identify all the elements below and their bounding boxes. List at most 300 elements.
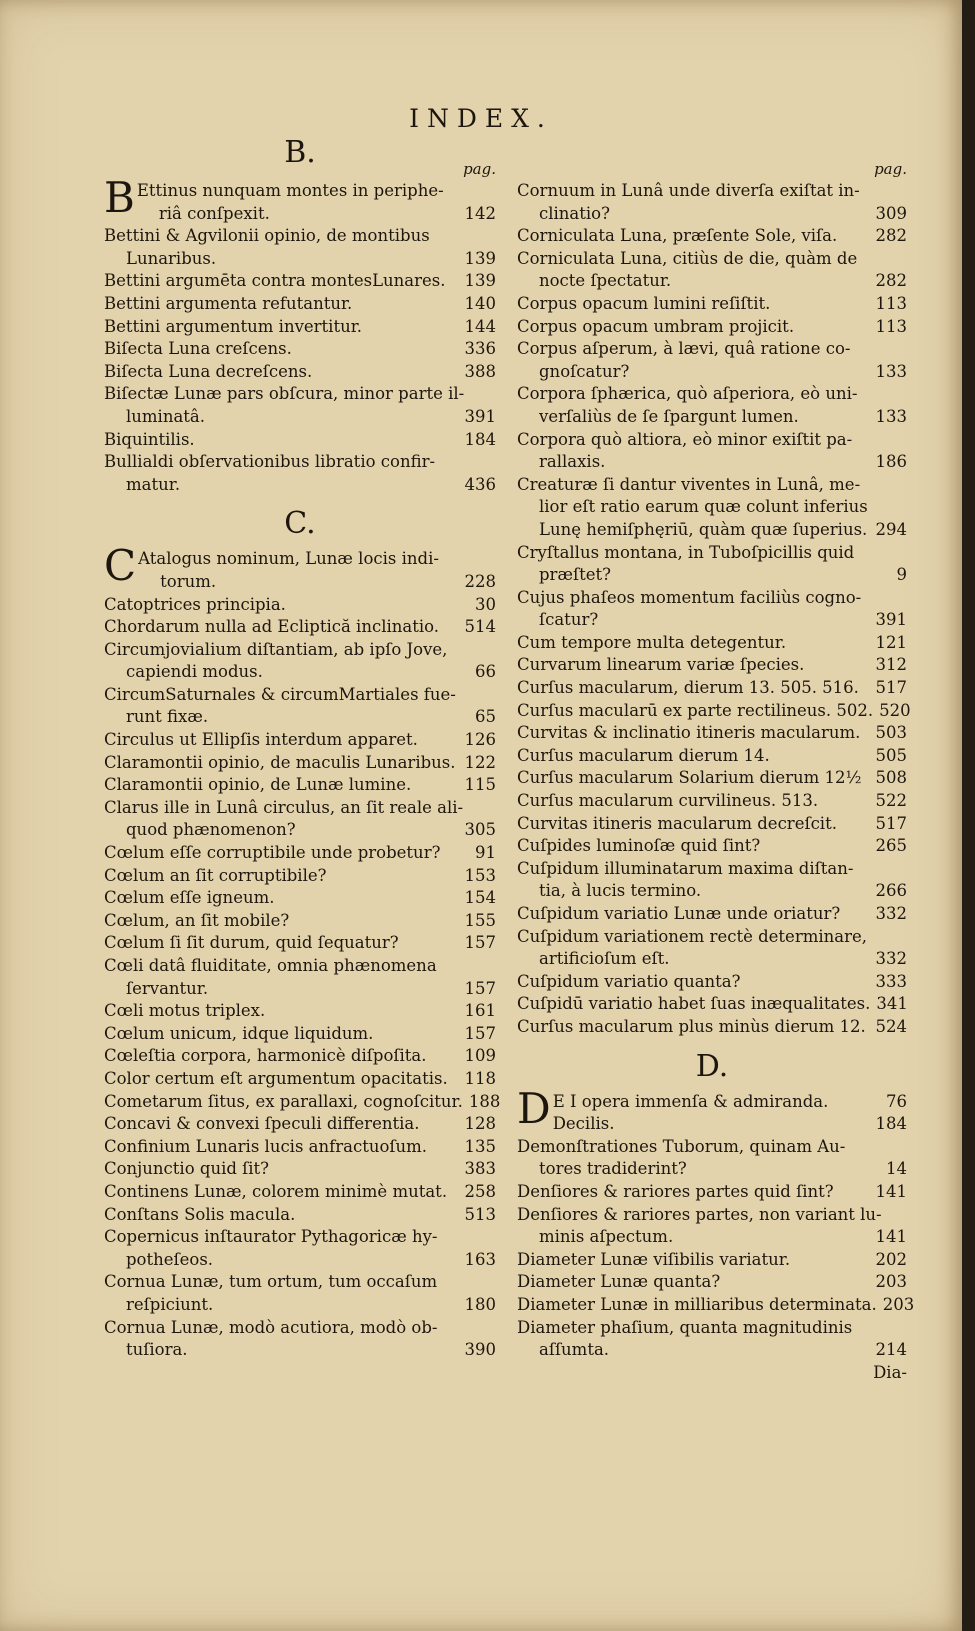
entry-text: Bettini argumēta contra montesLunares. <box>104 271 446 291</box>
entry-text: Color certum eſt argumentum opacitatis. <box>104 1068 448 1088</box>
page-number: 139 <box>464 271 496 291</box>
index-entry <box>517 1136 907 1181</box>
entry-line <box>517 496 907 519</box>
entry-line <box>517 225 907 248</box>
page-number: 266 <box>875 881 907 901</box>
entry-line <box>137 203 496 226</box>
index-entry <box>104 541 496 593</box>
entry-line <box>517 880 907 903</box>
entry-text: Curſus macularum, dierum 13. 505. 516. <box>517 678 859 698</box>
page-number: 109 <box>464 1046 496 1066</box>
section-header <box>517 142 907 180</box>
drop-initial: D <box>517 1083 551 1133</box>
page-number: 180 <box>464 1294 496 1314</box>
index-entry <box>517 316 907 339</box>
page-number: 184 <box>464 429 496 449</box>
page-number: 30 <box>475 594 496 614</box>
page-number: 139 <box>464 248 496 268</box>
page-number: 155 <box>464 910 496 930</box>
entry-text: Cuſpidum variationem rectè determinare, <box>517 926 867 946</box>
entry-text: artificioſum eſt. <box>539 949 670 969</box>
entry-text: capiendi modus. <box>126 662 263 682</box>
entry-line <box>104 752 496 775</box>
page-number: 294 <box>875 519 907 539</box>
index-entry <box>517 858 907 903</box>
entry-line <box>517 1158 907 1181</box>
entry-line <box>517 293 907 316</box>
entry-line <box>517 429 907 452</box>
entry-text: Cœlum, an ſit mobile? <box>104 910 290 930</box>
index-entry <box>104 270 496 293</box>
entry-line <box>104 1317 496 1340</box>
index-entry <box>517 971 907 994</box>
index-entry <box>517 225 907 248</box>
entry-text: Confinium Lunaris lucis anfractuoſum. <box>104 1136 428 1156</box>
entry-line <box>104 910 496 933</box>
entry-line <box>104 887 496 910</box>
page-number: 513 <box>464 1204 496 1224</box>
page-number: 505 <box>875 745 907 765</box>
index-entry <box>104 774 496 797</box>
entry-text: riâ conſpexit. <box>158 203 270 223</box>
entry-text: Diameter Lunæ quanta? <box>517 1272 721 1292</box>
entry-text: Cœli motus triplex. <box>104 1001 266 1021</box>
entry-text: Cryſtallus montana, in Tuboſpicillis quid <box>517 542 855 562</box>
page-number: 65 <box>475 707 496 727</box>
index-entry <box>104 955 496 1000</box>
index-entry <box>104 842 496 865</box>
page-number: 133 <box>875 361 907 381</box>
entry-text: Claramontii opinio, de Lunæ lumine. <box>104 775 412 795</box>
page-number: 135 <box>464 1136 496 1156</box>
page-number: 309 <box>875 203 907 223</box>
entry-line <box>104 1249 496 1272</box>
entry-line <box>517 1016 907 1039</box>
entry-text: Corpora quò altiora, eò minor exiſtit pa- <box>517 429 853 449</box>
page-number: 333 <box>875 971 907 991</box>
entry-line <box>517 858 907 881</box>
entry-line <box>517 474 907 497</box>
entry-line <box>517 519 907 542</box>
page-number: 332 <box>875 904 907 923</box>
page-number: 157 <box>464 933 496 953</box>
entry-line <box>517 903 907 926</box>
drop-initial: C <box>104 541 137 591</box>
entry-text: Corpora ſphærica, quò aſperiora, eò uni- <box>517 384 858 404</box>
entry-text: Catoptrices principia. <box>104 594 286 614</box>
section-letter: D. <box>695 1048 729 1084</box>
entry-text: ſervantur. <box>126 978 209 998</box>
index-entry <box>517 654 907 677</box>
entry-text: tuſiora. <box>126 1340 188 1360</box>
entry-line <box>104 594 496 617</box>
entry-text: Bullialdi obſervationibus libratio confir- <box>104 452 436 472</box>
page-number: 202 <box>875 1249 907 1269</box>
entry-line <box>104 1113 496 1136</box>
entry-text: Clarus ille in Lunâ circulus, an ſit reale ali- <box>104 797 464 817</box>
entry-line <box>104 842 496 865</box>
entry-text: aſſumta. <box>539 1340 610 1360</box>
entry-line <box>104 1158 496 1181</box>
entry-text: Corpus opacum lumini reſiſtit. <box>517 293 771 313</box>
entry-text: Circulus ut Ellipſis interdum apparet. <box>104 730 418 750</box>
entry-line <box>104 932 496 955</box>
entry-line <box>104 1226 496 1249</box>
index-entry <box>517 632 907 655</box>
index-entry <box>104 684 496 729</box>
page-number: 128 <box>464 1114 496 1134</box>
entry-line <box>104 1023 496 1046</box>
index-entry <box>104 1226 496 1271</box>
entry-line <box>517 971 907 994</box>
index-entry <box>517 429 907 474</box>
entry-line <box>104 451 496 474</box>
entry-text: Curvarum linearum variæ ſpecies. <box>517 655 805 675</box>
entry-line <box>517 1136 907 1159</box>
page-number: 163 <box>464 1249 496 1269</box>
entry-text: minis aſpectum. <box>539 1227 674 1247</box>
entry-line <box>104 616 496 639</box>
entry-line <box>517 835 907 858</box>
index-entry <box>104 1271 496 1316</box>
entry-text: Atalogus nominum, Lunæ locis indi- <box>138 549 439 569</box>
index-entry <box>517 1113 907 1136</box>
entry-text: Biſecta Luna creſcens. <box>104 339 292 359</box>
entry-line <box>517 1204 907 1227</box>
entry-line <box>104 270 496 293</box>
index-entry <box>517 474 907 542</box>
entry-text: Cometarum ſitus, ex parallaxi, cognoſcitur. <box>104 1091 463 1111</box>
entry-text: E I opera immenſa & admiranda. <box>552 1091 829 1111</box>
entry-text: Cœlum eſſe igneum. <box>104 888 275 908</box>
entry-text: præſtet? <box>539 565 611 585</box>
page-number: 514 <box>464 617 496 637</box>
entry-line <box>104 684 496 707</box>
page-number: 66 <box>475 662 496 682</box>
entry-line <box>517 361 907 384</box>
entry-line <box>104 639 496 662</box>
entry-text: Diameter Lunæ in milliaribus determinata. <box>517 1294 877 1314</box>
entry-line <box>104 706 496 729</box>
page-number: 517 <box>875 678 907 698</box>
page-number: 383 <box>464 1159 496 1179</box>
page-number: 141 <box>875 1181 907 1201</box>
page-number: 142 <box>464 203 496 223</box>
index-entry <box>517 677 907 700</box>
entry-line <box>104 338 496 361</box>
page-number: 153 <box>464 865 496 885</box>
entry-text: Curſus macularum dierum 14. <box>517 745 770 765</box>
entry-text: Denſiores & rariores partes quid ſint? <box>517 1181 834 1201</box>
entry-text: Cœlum an ſit corruptibile? <box>104 865 327 885</box>
entry-line <box>104 1000 496 1023</box>
index-entry <box>104 616 496 639</box>
page-number: 336 <box>464 339 496 359</box>
page-number: 115 <box>464 775 496 795</box>
page-number: 186 <box>875 452 907 472</box>
entry-line <box>104 429 496 452</box>
entry-text: Decilis. <box>552 1114 615 1134</box>
entry-line <box>104 1091 501 1114</box>
entry-text: Lunę hemiſphęriū, quàm quæ ſuperius. <box>539 519 868 539</box>
catchword: Dia- <box>873 1362 907 1382</box>
index-entry <box>517 903 907 926</box>
entry-text: gnoſcatur? <box>539 361 630 381</box>
index-entry <box>104 316 496 339</box>
entry-line <box>517 316 907 339</box>
index-entry <box>104 225 496 270</box>
index-entry <box>517 1204 907 1249</box>
entry-line <box>517 1226 907 1249</box>
entry-text: Curſus macularū ex parte rectilineus. 502. <box>517 700 874 720</box>
page-number: 282 <box>875 226 907 246</box>
page-number: 203 <box>875 1272 907 1292</box>
page-number: 141 <box>875 1227 907 1247</box>
page-number: 312 <box>875 655 907 675</box>
index-entry <box>517 926 907 971</box>
index-entry <box>104 910 496 933</box>
index-entry <box>517 383 907 428</box>
page-number: 305 <box>464 820 496 840</box>
index-entry <box>517 293 907 316</box>
entry-line <box>517 1181 907 1204</box>
entry-text: Cœlum eſſe corruptibile unde probetur? <box>104 843 441 863</box>
index-entry <box>104 1136 496 1159</box>
page-number: 133 <box>875 406 907 426</box>
entry-line <box>517 203 907 226</box>
entry-line <box>104 1294 496 1317</box>
index-entry <box>104 1045 496 1068</box>
entry-line <box>104 729 496 752</box>
page-number: 121 <box>875 632 907 652</box>
entry-text: luminatâ. <box>126 406 206 426</box>
entry-text: Biſecta Luna decreſcens. <box>104 361 313 381</box>
section-header <box>104 135 496 180</box>
entry-text: clinatio? <box>539 203 610 223</box>
entry-text: Cœleſtia corpora, harmonicè diſpoſita. <box>104 1046 427 1066</box>
index-entry <box>517 1271 907 1294</box>
entry-text: Corniculata Luna, citiùs de die, quàm de <box>517 248 858 268</box>
page-number: 9 <box>896 565 907 585</box>
entry-line <box>104 1068 496 1091</box>
entry-line <box>517 1294 915 1317</box>
index-entry <box>517 1181 907 1204</box>
index-entry <box>104 1091 501 1114</box>
page-number: 184 <box>875 1114 907 1134</box>
page-number: 203 <box>882 1294 915 1314</box>
right-column <box>517 142 915 1384</box>
page-number: 140 <box>464 293 496 313</box>
index-entry <box>517 1317 907 1362</box>
entry-line <box>553 1091 907 1114</box>
index-entry <box>517 745 907 768</box>
entry-line <box>517 745 907 768</box>
entry-text: Demonſtrationes Tuborum, quinam Au- <box>517 1136 846 1156</box>
entry-text: Curſus macularum curvilineus. 513. <box>517 791 819 811</box>
entry-line <box>517 632 907 655</box>
index-entry <box>517 1016 907 1039</box>
entry-text: Diameter Lunæ viſibilis variatur. <box>517 1249 791 1269</box>
entry-line <box>517 654 907 677</box>
entry-text: Corniculata Luna, præſente Sole, viſa. <box>517 226 838 246</box>
index-entry <box>104 451 496 496</box>
entry-line <box>517 248 907 271</box>
index-entry <box>104 1317 496 1362</box>
entry-line <box>517 383 907 406</box>
entry-line <box>517 1339 907 1362</box>
entry-line <box>517 542 907 565</box>
entry-line <box>517 338 907 361</box>
index-entry <box>104 752 496 775</box>
entry-text: Cornua Lunæ, tum ortum, tum occaſum <box>104 1272 438 1292</box>
page-number: 157 <box>464 1023 496 1043</box>
entry-line <box>104 819 496 842</box>
page-number: 91 <box>475 843 496 863</box>
entry-text: Cœli datâ fluiditate, omnia phænomena <box>104 956 437 975</box>
entry-line <box>104 316 496 339</box>
entry-text: Biquintilis. <box>104 429 195 449</box>
index-entry <box>104 173 496 225</box>
entry-line <box>138 571 496 594</box>
entry-text: Conſtans Solis macula. <box>104 1204 296 1224</box>
page-number: 258 <box>464 1181 496 1201</box>
index-entry <box>104 729 496 752</box>
page-number: 390 <box>464 1340 496 1360</box>
entry-text: reſpiciunt. <box>126 1294 214 1314</box>
entry-line <box>138 548 496 571</box>
page-number: 522 <box>875 791 907 811</box>
index-entry <box>517 1294 915 1317</box>
index-entry <box>104 1023 496 1046</box>
entry-line <box>104 1181 496 1204</box>
left-column <box>104 135 501 1362</box>
entry-text: nocte ſpectatur. <box>539 271 672 291</box>
index-entry <box>517 767 907 790</box>
entry-text: matur. <box>126 474 181 494</box>
entry-text: quod phænomenon? <box>126 820 296 840</box>
page-number: 144 <box>464 316 496 336</box>
entry-line <box>104 248 496 271</box>
entry-line <box>104 797 496 820</box>
index-entry <box>104 429 496 452</box>
page-number: 14 <box>886 1159 907 1179</box>
entry-text: torum. <box>160 571 217 591</box>
entry-text: lior eſt ratio earum quæ colunt inferius <box>539 497 868 517</box>
entry-line <box>517 813 907 836</box>
page-number: 265 <box>875 836 907 856</box>
entry-text: Bettini argumentum invertitur. <box>104 316 363 336</box>
entry-line <box>517 993 907 1016</box>
entry-text: Bettini & Agvilonii opinio, de montibus <box>104 226 430 246</box>
entry-line <box>104 955 496 978</box>
entry-line <box>517 1317 907 1340</box>
entry-line <box>104 361 496 384</box>
page-number: 228 <box>464 571 496 591</box>
entry-line <box>104 1339 496 1362</box>
entry-line <box>517 451 907 474</box>
page-number: 524 <box>875 1016 907 1036</box>
index-entry <box>517 587 907 632</box>
entry-text: Cœlum unicum, idque liquidum. <box>104 1023 374 1043</box>
page-number: 391 <box>464 406 496 426</box>
index-entry <box>517 1249 907 1272</box>
entry-line <box>517 180 907 203</box>
entry-text: CircumSaturnales & circumMartiales fue- <box>104 684 456 704</box>
entry-line <box>517 722 907 745</box>
entry-text: Cuſpidū variatio habet ſuas inæqualitates. <box>517 994 871 1014</box>
index-entry <box>517 180 907 225</box>
entry-line <box>517 767 907 790</box>
page-number: 154 <box>464 888 496 908</box>
index-entry <box>104 1068 496 1091</box>
page-number: 388 <box>464 361 496 381</box>
entry-text: Conjunctio quid ſit? <box>104 1159 270 1179</box>
entry-line <box>104 406 496 429</box>
entry-text: Concavi & convexi ſpeculi differentia. <box>104 1114 420 1134</box>
page-number: 157 <box>464 978 496 998</box>
page-number: 508 <box>875 768 907 788</box>
index-entry <box>104 639 496 684</box>
index-entry <box>517 835 907 858</box>
index-entry <box>104 865 496 888</box>
entry-text: Continens Lunæ, colorem minimè mutat. <box>104 1181 448 1201</box>
entry-line <box>517 564 907 587</box>
entry-text: verſaliùs de ſe ſpargunt lumen. <box>539 406 799 426</box>
index-entry <box>517 248 907 293</box>
entry-line <box>517 1271 907 1294</box>
entry-text: Cum tempore multa detegentur. <box>517 632 787 652</box>
page-number: 391 <box>875 610 907 630</box>
index-entry <box>104 1204 496 1227</box>
entry-text: Ettinus nunquam montes in periphe- <box>136 181 444 200</box>
entry-line <box>517 270 907 293</box>
entry-text: Cuſpidum variatio quanta? <box>517 971 741 991</box>
entry-text: Cornua Lunæ, modò acutiora, modò ob- <box>104 1317 438 1337</box>
entry-text: Curſus macularum Solarium dierum 12½ <box>517 768 862 788</box>
page-number: 126 <box>464 730 496 750</box>
index-entry <box>104 594 496 617</box>
index-entry <box>517 813 907 836</box>
section-letter: C. <box>284 506 316 542</box>
entry-text: Corpus opacum umbram projicit. <box>517 316 795 336</box>
page-number: 517 <box>875 813 907 833</box>
entry-line <box>104 225 496 248</box>
entry-text: Bettini argumenta refutantur. <box>104 293 353 313</box>
entry-text: Lunaribus. <box>126 248 217 268</box>
index-entry <box>104 1158 496 1181</box>
index-entry <box>104 361 496 384</box>
entry-text: tia, à lucis termino. <box>539 881 702 901</box>
entry-line <box>104 383 496 406</box>
page-number: 118 <box>464 1068 496 1088</box>
index-entry <box>104 383 496 428</box>
index-entry <box>104 932 496 955</box>
pag-label: pag. <box>463 160 496 178</box>
entry-text: Cuſpides luminoſæ quid ſint? <box>517 836 761 856</box>
entry-line <box>517 609 907 632</box>
entry-text: Cuſpidum illuminatarum maxima diſtan- <box>517 858 854 878</box>
entry-line <box>517 406 907 429</box>
entry-text: ſcatur? <box>539 610 599 630</box>
page-number: 113 <box>875 293 907 313</box>
index-entry <box>104 1000 496 1023</box>
entry-text: Cornuum in Lunâ unde diverſa exiſtat in- <box>517 181 860 200</box>
entry-line <box>104 661 496 684</box>
pag-label: pag. <box>874 160 907 178</box>
entry-line <box>517 1249 907 1272</box>
entry-text: potheſeos. <box>126 1249 214 1269</box>
index-entry <box>517 700 911 723</box>
